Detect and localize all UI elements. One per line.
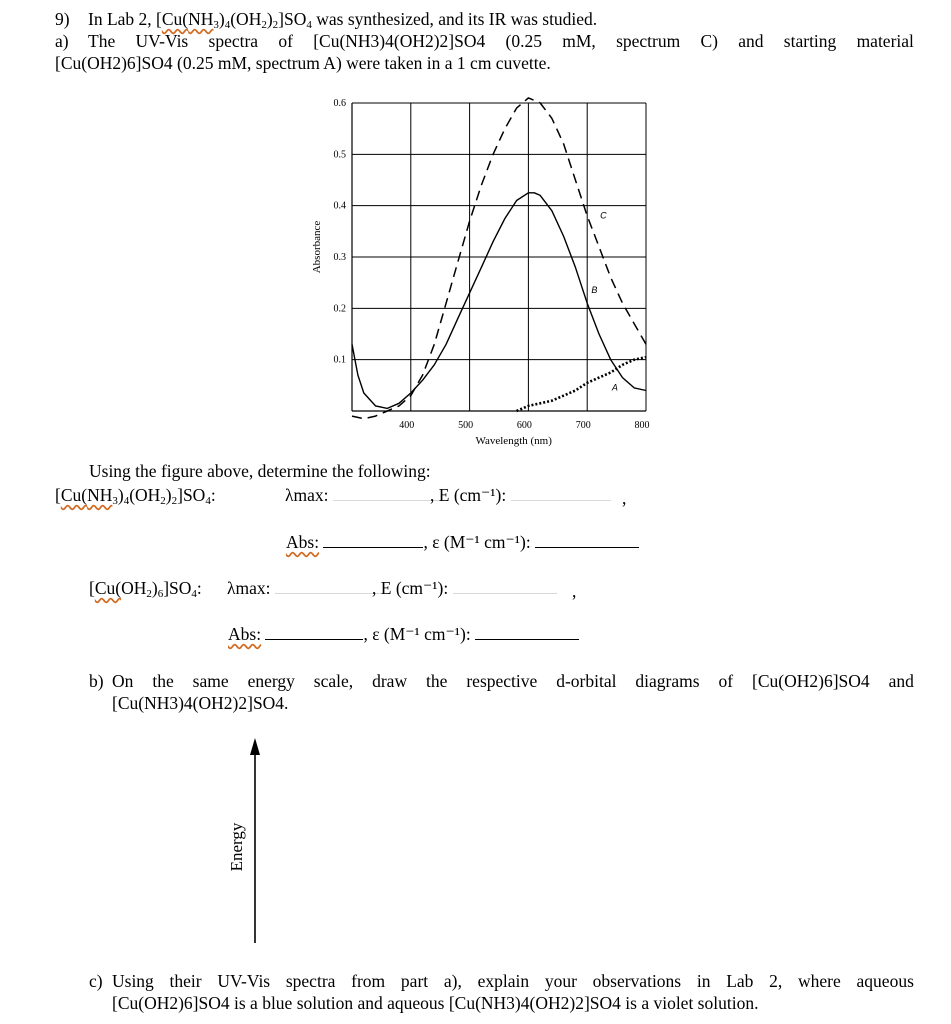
formula-part: NH [87,485,113,505]
word: scale, [313,671,354,691]
question-number-label: 9) [55,9,70,29]
formula-sub: 4 [123,495,130,507]
tetraammine-lambda-max [285,484,445,506]
formula-part: ) [117,485,124,505]
word: of [718,671,734,691]
word: the [152,671,174,691]
word: diagrams [635,671,700,691]
word: material [856,31,914,51]
y-tick-label: 0.1 [333,354,346,366]
energy-axis-arrowhead-icon [250,738,260,755]
abs-answer-field[interactable] [265,625,363,640]
word: energy [247,671,295,691]
part-b-line2-text: [Cu(NH3)4(OH2)2]SO4. [112,693,289,713]
part-c-label [89,970,103,992]
y-tick-label: 0.2 [333,303,346,315]
tetraammine-comma [622,487,626,509]
x-tick-label: 700 [575,420,591,431]
x-tick-label: 400 [399,420,415,431]
abs-label: Abs: [228,624,262,644]
word: and [888,671,914,691]
formula-part: : [210,485,216,505]
part-c-line2-text: [Cu(OH2)6]SO4 is a blue solution and aqueous [Cu(NH3)4(OH2)2]SO4 is a violet solution. [112,993,759,1013]
word: d-orbital [556,671,617,691]
formula-sub: 6 [157,588,164,600]
intro-text: ]SO [278,9,307,29]
x-tick-label: 800 [634,420,650,431]
y-tick-label: 0.3 [333,252,346,263]
x-tick-label: 500 [458,420,474,431]
part-a-line2 [55,52,551,74]
energy-axis-diagram [220,735,280,950]
word: explain [477,971,530,991]
formula-part: ) [151,578,158,598]
question-intro [88,8,597,30]
word: [Cu(NH3)4(OH2)2]SO4 [313,31,486,51]
formula-sub: 3 [112,495,118,507]
intro-cu: Cu( [161,9,189,29]
abs-answer-field[interactable] [323,533,423,548]
word: aqueous [856,971,914,991]
word: The [88,31,116,51]
formula-part: (OH [129,485,161,505]
part-a-line2-text: [Cu(OH2)6]SO4 (0.25 mM, spectrum A) were taken in a 1 cm cuvette. [55,53,551,73]
formula-part: Cu( [60,485,88,505]
formula-sub: 4 [191,588,197,600]
epsilon-answer-field[interactable] [535,533,639,548]
lambda-max-answer-field[interactable] [333,486,445,501]
word: same [192,671,229,691]
word: [Cu(OH2)6]SO4 [752,671,870,691]
epsilon-answer-field[interactable] [475,625,579,640]
figure-instructions-text: Using the figure above, determine the following: [89,461,431,481]
y-tick-label: 0.5 [333,149,346,161]
word: spectrum [616,31,681,51]
energy-answer-field[interactable] [511,486,611,501]
formula-part: [ [89,578,95,598]
formula-sub: 2 [160,495,166,507]
epsilon-label: , ε (M⁻¹ cm⁻¹): [423,532,531,552]
word: observations [592,971,682,991]
intro-text: was synthesized, and its IR was studied. [311,9,598,29]
tetraammine-row [55,484,216,506]
series-line-A [517,357,646,411]
lambda-max-label: λmax: [227,578,271,598]
word: respective [466,671,538,691]
comma: , [572,581,577,601]
x-axis-title: Wavelength (nm) [475,435,552,447]
part-c-label-text: c) [89,971,103,991]
part-b-label [89,670,104,692]
intro-text: (OH [230,9,262,29]
abs-label: Abs: [286,532,320,552]
part-b-line2 [112,692,288,714]
x-tick-label: 600 [516,420,532,431]
part-a-label [55,30,69,52]
part-c-line2 [112,992,758,1014]
hexaaqua-abs-row [228,623,579,645]
hexaaqua-row [89,577,202,599]
y-tick-label: 0.4 [333,200,346,212]
word: C) [700,31,718,51]
word: (0.25 [505,31,542,51]
energy-answer-field[interactable] [453,579,557,594]
hexaaqua-lambda-max [227,577,381,599]
word: in [696,971,711,991]
hexaaqua-comma [572,580,576,602]
part-c-line1 [112,970,914,992]
tetraammine-abs-row [286,531,639,553]
formula-part: [ [55,485,61,505]
hexaaqua-energy [372,577,557,599]
tetraammine-energy [430,484,611,506]
comma: , [622,488,627,508]
formula-part: : [196,578,202,598]
intro-text: ) [266,9,273,29]
intro-sub: 3 [213,19,219,31]
part-b-line1 [112,670,914,692]
y-tick-label: 0.6 [333,98,346,109]
series-label-A: A [611,382,618,393]
formula-part: ) [165,485,172,505]
word: UV-Vis [217,971,271,991]
formula-part: OH [121,578,147,598]
formula-sub: 4 [205,495,211,507]
intro-sub: 2 [272,19,279,31]
word: part [400,971,429,991]
word: 2, [769,971,783,991]
word: starting [783,31,837,51]
series-label-C: C [600,210,607,221]
intro-sub: 2 [261,19,267,31]
lambda-max-label: λmax: [285,485,329,505]
part-b-label-text: b) [89,671,104,691]
word: mM, [562,31,596,51]
word: a), [443,971,462,991]
uv-vis-spectrum-chart [300,95,660,460]
word: Lab [726,971,754,991]
lambda-max-answer-field[interactable] [275,579,381,594]
word: UV-Vis [135,31,189,51]
figure-instructions [89,460,431,482]
series-label-B: B [591,284,598,295]
word: draw [372,671,408,691]
formula-part: ]SO [163,578,192,598]
word: spectra [208,31,259,51]
formula-sub: 2 [171,495,178,507]
word: where [798,971,841,991]
formula-sub: 2 [146,588,152,600]
intro-sub: 4 [224,19,231,31]
formula-part: Cu( [94,578,122,598]
intro-sub: 4 [306,19,312,31]
word: of [278,31,293,51]
word: Using [112,971,154,991]
energy-label: , E (cm⁻¹): [372,578,449,598]
word: the [426,671,448,691]
word: On [112,671,134,691]
word: and [738,31,764,51]
part-a-line1 [88,30,914,52]
energy-label: , E (cm⁻¹): [430,485,507,505]
energy-axis-label: Energy [227,822,246,872]
word: from [351,971,386,991]
formula-part: ]SO [177,485,206,505]
word: spectra [285,971,336,991]
y-axis-title: Absorbance [311,220,323,274]
intro-nh: NH [188,9,214,29]
question-number [55,8,70,30]
series-line-C [352,98,646,419]
intro-text: In Lab 2, [ [88,9,162,29]
word: their [169,971,202,991]
epsilon-label: , ε (M⁻¹ cm⁻¹): [363,624,471,644]
intro-text: ) [218,9,225,29]
part-a-label-text: a) [55,31,69,51]
word: your [544,971,577,991]
